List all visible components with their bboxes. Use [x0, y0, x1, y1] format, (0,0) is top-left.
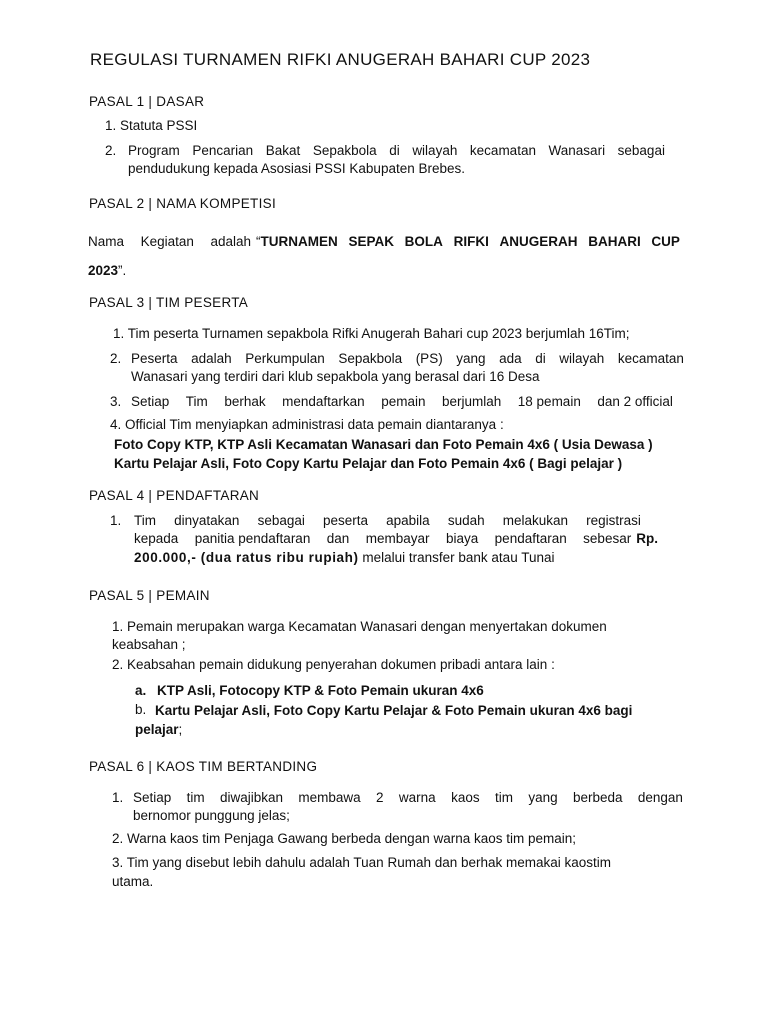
pasal-3-item-3-number: 3. [110, 394, 122, 409]
word: Pencarian [192, 143, 254, 158]
word: sudah [447, 513, 485, 528]
word: kaos [451, 790, 480, 805]
word: tim [186, 790, 205, 805]
word: Nama [88, 234, 125, 249]
word: ada [499, 351, 522, 366]
pasal-2-open-quote: “ [256, 234, 261, 249]
word: melakukan [502, 513, 569, 528]
word: membayar [365, 531, 430, 546]
word: mendaftarkan [282, 394, 365, 409]
document-title: REGULASI TURNAMEN RIFKI ANUGERAH BAHARI CUP 2023 [90, 50, 591, 69]
pasal-3-bullet-1 [114, 437, 653, 452]
word: sebesar [583, 531, 632, 546]
word: Tim [185, 394, 208, 409]
pasal-2-heading: PASAL 2 | NAMA KOMPETISI [89, 196, 277, 211]
pasal-3-item-1: 1. Tim peserta Turnamen sepakbola Rifki Anugerah Bahari cup 2023 berjumlah 16Tim; [113, 326, 630, 341]
pasal-4-fee-amount: 200.000,- (dua ratus ribu rupiah) [134, 550, 359, 565]
pasal-5-item-b-line-2-end: ; [178, 722, 183, 737]
pasal-1-item-1: 1. Statuta PSSI [105, 118, 198, 133]
word: kecamatan [617, 351, 684, 366]
word: yang [456, 351, 486, 366]
pasal-4-fee-currency: Rp. [636, 531, 658, 546]
pasal-1-item-2-number: 2. [105, 143, 117, 158]
word: Wanasari [548, 143, 606, 158]
pasal-5-item-a-text: KTP Asli, Fotocopy KTP & Foto Pemain ukuran 4x6 [157, 683, 484, 698]
pasal-6-item-1-number: 1. [112, 790, 124, 805]
pasal-6-item-1-line-1 [133, 790, 683, 805]
pasal-5-item-1-line-1: 1. Pemain merupakan warga Kecamatan Wanasari dengan menyertakan dokumen [112, 619, 607, 634]
word: Setiap [131, 394, 170, 409]
pasal-6-item-2: 2. Warna kaos tim Penjaga Gawang berbeda dengan warna kaos tim pemain; [112, 831, 577, 846]
word: dan 2 official [597, 394, 673, 409]
word: SEPAK [348, 234, 394, 249]
word: registrasi [586, 513, 641, 528]
pasal-2-text-line-2 [88, 263, 126, 278]
pasal-5-heading: PASAL 5 | PEMAIN [89, 588, 210, 603]
pasal-5-item-2: 2. Keabsahan pemain didukung penyerahan dokumen pribadi antara lain : [112, 657, 555, 672]
word: pendaftaran [494, 531, 567, 546]
pasal-1-item-2-line-1 [128, 143, 665, 158]
word: Program [128, 143, 180, 158]
word: biaya [445, 531, 479, 546]
word: yang [528, 790, 558, 805]
pasal-2-prefix [88, 234, 251, 249]
pasal-3-bullet-2 [114, 456, 622, 471]
pasal-6-item-3-line-1: 3. Tim yang disebut lebih dahulu adalah Tuan Rumah dan berhak memakai kaostim [112, 855, 612, 870]
word: berhak [224, 394, 266, 409]
pasal-6-item-1-line-2: bernomor punggung jelas; [133, 808, 290, 823]
word: Kegiatan [140, 234, 194, 249]
word: BAHARI [588, 234, 641, 249]
pasal-3-item-2-line-1 [131, 351, 684, 366]
pasal-4-fee-text [134, 531, 631, 546]
pasal-1-item-2-line-2: pendudukung kepada Asosiasi PSSI Kabupaten Brebes. [128, 161, 465, 176]
word: panitia pendaftaran [194, 531, 311, 546]
pasal-1-heading: PASAL 1 | DASAR [89, 94, 205, 109]
word: di [389, 143, 400, 158]
pasal-5-item-b-line-2 [135, 722, 182, 737]
pasal-5-item-b-line-2-text: pelajar [135, 722, 179, 737]
word: 2 [376, 790, 384, 805]
word: sebagai [257, 513, 305, 528]
word: apabila [386, 513, 430, 528]
word: Bakat [265, 143, 301, 158]
word: adalah [210, 234, 251, 249]
pasal-2-text-line-1 [88, 234, 680, 249]
word: diwajibkan [220, 790, 284, 805]
pasal-2-competition-name [261, 234, 681, 249]
word: dan [326, 531, 350, 546]
pasal-3-bullet-2-text: Kartu Pelajar Asli, Foto Copy Kartu Pelajar dan Foto Pemain 4x6 ( Bagi pelajar ) [114, 456, 623, 471]
word: pemain [381, 394, 426, 409]
word: Perkumpulan [245, 351, 325, 366]
word: Sepakbola [338, 351, 403, 366]
word: di [535, 351, 546, 366]
word: CUP [651, 234, 680, 249]
word: 18 pemain [517, 394, 581, 409]
word: dengan [637, 790, 683, 805]
word: TURNAMEN [260, 234, 338, 249]
pasal-4-heading: PASAL 4 | PENDAFTARAN [89, 488, 260, 503]
word: RIFKI [453, 234, 489, 249]
pasal-6-heading: PASAL 6 | KAOS TIM BERTANDING [89, 759, 318, 774]
pasal-2-competition-year: 2023 [88, 263, 119, 278]
pasal-5-item-1-line-2: keabsahan ; [112, 637, 186, 652]
word: dinyatakan [174, 513, 240, 528]
word: berjumlah [441, 394, 502, 409]
word: Setiap [133, 790, 172, 805]
pasal-4-payment-method: melalui transfer bank atau Tunai [358, 550, 555, 565]
pasal-3-item-2-line-2: Wanasari yang terdiri dari klub sepakbola yang berasal dari 16 Desa [131, 369, 540, 384]
pasal-3-bullet-1-text: Foto Copy KTP, KTP Asli Kecamatan Wanasari dan Foto Pemain 4x6 ( Usia Dewasa ) [114, 437, 653, 452]
word: (PS) [415, 351, 443, 366]
pasal-2-close-quote: ”. [118, 263, 127, 278]
pasal-3-heading: PASAL 3 | TIM PESERTA [89, 295, 249, 310]
pasal-4-item-1-number: 1. [110, 513, 122, 528]
pasal-4-item-1-line-2 [134, 531, 658, 546]
word: sebagai [617, 143, 665, 158]
word: ANUGERAH [499, 234, 578, 249]
pasal-5-item-a-label: a. [135, 683, 147, 698]
word: Peserta [131, 351, 178, 366]
word: Sepakbola [312, 143, 377, 158]
word: adalah [191, 351, 232, 366]
word: Tim [134, 513, 156, 528]
word: BOLA [404, 234, 443, 249]
word: warna [398, 790, 436, 805]
word: wilayah [559, 351, 605, 366]
word: kecamatan [469, 143, 536, 158]
pasal-4-item-1-line-1 [134, 513, 641, 528]
pasal-5-item-b-line-1: Kartu Pelajar Asli, Foto Copy Kartu Pelajar & Foto Pemain ukuran 4x6 bagi [155, 703, 633, 718]
word: tim [494, 790, 513, 805]
pasal-4-item-1-line-3 [134, 550, 554, 565]
word: membawa [298, 790, 361, 805]
word: wilayah [412, 143, 458, 158]
pasal-3-item-4: 4. Official Tim menyiapkan administrasi data pemain diantaranya : [110, 417, 504, 432]
pasal-5-item-b-label: b. [135, 702, 147, 717]
word: peserta [322, 513, 369, 528]
pasal-3-item-3 [131, 394, 673, 409]
pasal-6-item-3-line-2: utama. [112, 874, 154, 889]
pasal-3-item-2-number: 2. [110, 351, 122, 366]
word: berbeda [572, 790, 623, 805]
word: kepada [134, 531, 179, 546]
